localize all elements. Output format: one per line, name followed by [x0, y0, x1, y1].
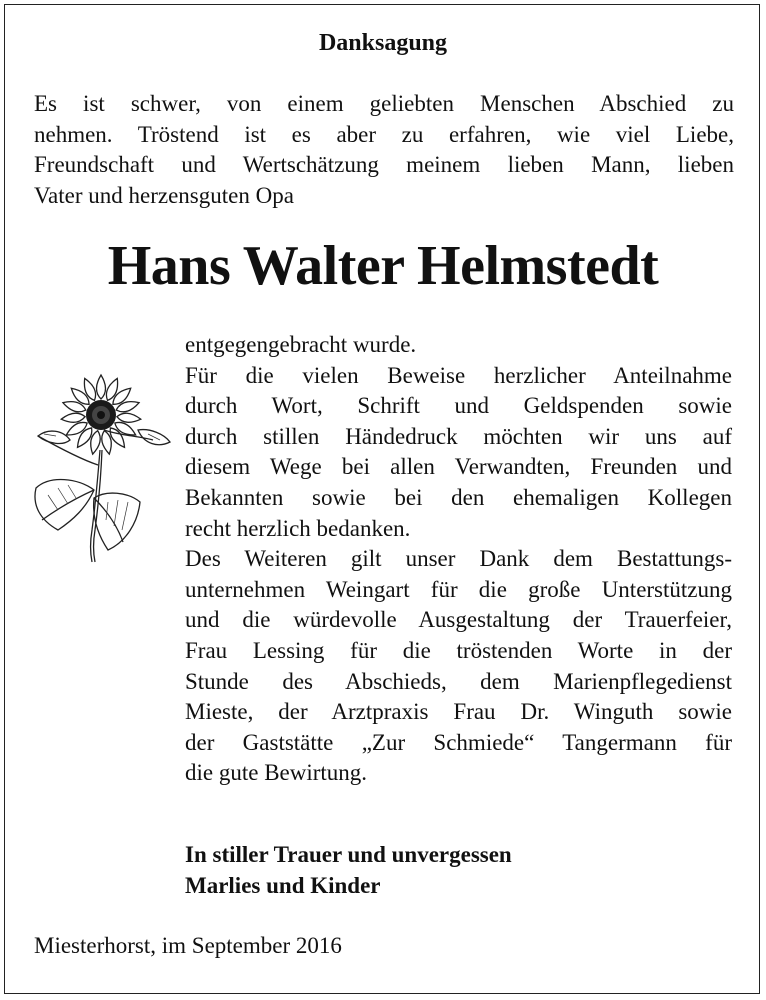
- intro-line: Es ist schwer, von einem geliebten Menschen Abschied zu: [34, 91, 734, 116]
- body-line: recht herzlich bedanken.: [185, 515, 411, 541]
- signature-block: [185, 840, 732, 901]
- body-line: Für die vielen Beweise herzlicher Anteilnahme: [185, 362, 732, 388]
- body-line: durch stillen Händedruck möchten wir uns auf: [185, 423, 732, 449]
- thanks-paragraph: [185, 330, 732, 789]
- intro-paragraph: [34, 89, 734, 211]
- body-line: Des Weiteren gilt unser Dank dem Bestattungs-: [185, 546, 732, 572]
- body-line: Mieste, der Arztpraxis Frau Dr. Winguth sowie: [185, 699, 732, 725]
- intro-line: Freundschaft und Wertschätzung meinem lieben Mann, lieben: [34, 152, 734, 177]
- body-line: durch Wort, Schrift und Geldspenden sowie: [185, 393, 732, 419]
- intro-line: Vater und herzensguten Opa: [34, 182, 294, 208]
- sunflower-icon: [28, 370, 173, 565]
- body-line: der Gaststätte „Zur Schmiede“ Tangermann für: [185, 729, 732, 755]
- body-line: Stunde des Abschieds, dem Marienpflegedienst: [185, 668, 732, 694]
- body-line: unternehmen Weingart für die große Unterstützung: [185, 576, 732, 602]
- body-line: und die würdevolle Ausgestaltung der Trauerfeier,: [185, 607, 732, 633]
- place-date: Miesterhorst, im September 2016: [34, 933, 342, 958]
- body-line: entgegengebracht wurde.: [185, 332, 417, 357]
- notice-heading: Danksagung: [318, 30, 448, 56]
- body-line: diesem Wege bei allen Verwandten, Freunden und: [185, 454, 732, 480]
- deceased-name: Hans Walter Helmstedt: [107, 235, 659, 297]
- body-line: die gute Bewirtung.: [185, 760, 368, 786]
- body-line: Bekannten sowie bei den ehemaligen Kollegen: [185, 484, 732, 510]
- intro-line: nehmen. Tröstend ist es aber zu erfahren, wie viel Liebe,: [34, 121, 734, 147]
- body-line: Frau Lessing für die tröstenden Worte in der: [185, 637, 732, 663]
- signature-line: Marlies und Kinder: [185, 872, 381, 898]
- signature-line: In stiller Trauer und unvergessen: [185, 842, 512, 867]
